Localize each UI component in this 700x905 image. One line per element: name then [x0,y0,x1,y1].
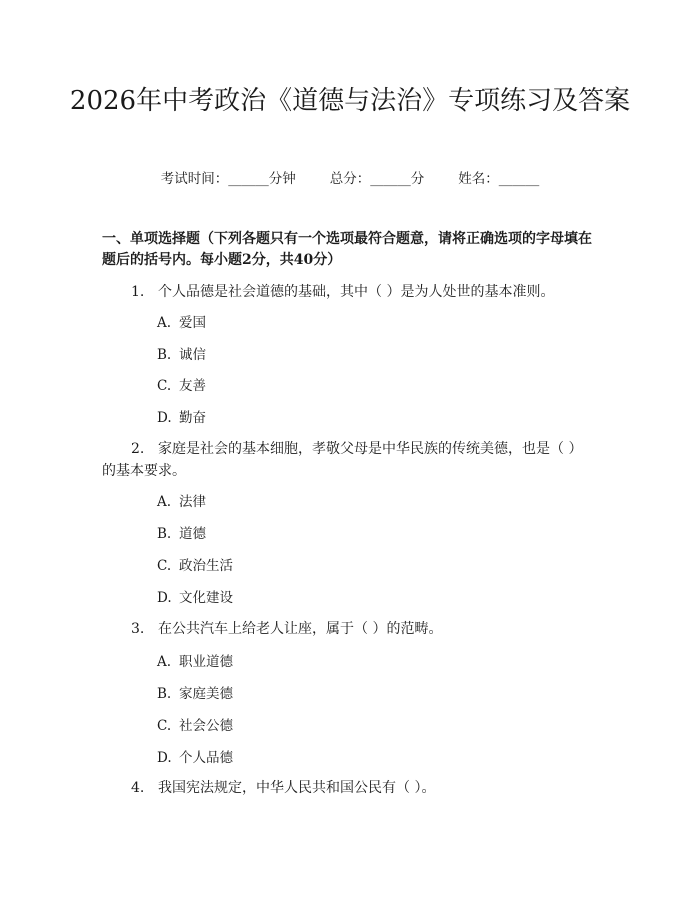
option-text: 个人品德 [179,750,233,766]
option-text: 政治生活 [179,558,233,574]
option-text: 职业道德 [179,654,233,670]
question-1 [102,281,594,303]
section-heading: 一、单项选择题（下列各题只有一个选项最符合题意，请将正确选项的字母填在题后的括号内。每小题2分，共40分） [102,231,592,268]
question-number: 3. [131,621,145,637]
option-letter: B. [157,686,172,702]
question-text: 在公共汽车上给老人让座，属于（ ）的范畴。 [158,621,443,637]
option-letter: C. [157,378,172,394]
question-text: 我国宪法规定，中华人民共和国公民有（ ）。 [158,780,436,796]
option-letter: A. [157,315,172,331]
question-text: 家庭是社会的基本细胞，孝敬父母是中华民族的传统美德，也是（ ）的基本要求。 [102,441,583,479]
question-number: 2. [131,441,145,457]
question-2-option-c [157,557,233,575]
question-3-option-a [157,653,233,671]
question-2-option-a [157,493,206,511]
option-letter: A. [157,654,172,670]
option-text: 社会公德 [179,718,233,734]
question-number: 4. [131,780,145,796]
question-4 [102,777,594,799]
question-1-option-a [157,314,206,332]
question-2-option-b [157,525,206,543]
option-text: 法律 [179,494,206,510]
question-text: 个人品德是社会道德的基础，其中（ ）是为人处世的基本准则。 [158,284,555,300]
question-3-option-d [157,749,233,767]
option-text: 家庭美德 [179,686,233,702]
question-1-option-d [157,409,206,427]
question-3-option-b [157,685,233,703]
option-text: 勤奋 [179,410,206,426]
option-text: 道德 [179,526,206,542]
option-text: 文化建设 [179,590,233,606]
option-text: 友善 [179,378,206,394]
exam-time-field: 考试时间：______分钟 [160,171,296,187]
question-1-option-b [157,346,206,364]
document-title: 2026年中考政治《道德与法治》专项练习及答案 [69,86,631,116]
question-2-option-d [157,589,233,607]
option-letter: D. [157,410,172,426]
total-score-field: 总分：______分 [329,171,425,187]
question-3-option-c [157,717,233,735]
question-2 [102,438,594,482]
option-text: 爱国 [179,315,206,331]
student-name-field: 姓名：______ [458,171,540,187]
option-letter: B. [157,347,172,363]
option-letter: B. [157,526,172,542]
option-letter: C. [157,718,172,734]
option-letter: C. [157,558,172,574]
option-letter: A. [157,494,172,510]
question-number: 1. [131,284,145,300]
option-text: 诚信 [179,347,206,363]
option-letter: D. [157,750,172,766]
question-1-option-c [157,377,206,395]
exam-meta [0,170,700,188]
option-letter: D. [157,590,172,606]
question-3 [102,618,594,640]
